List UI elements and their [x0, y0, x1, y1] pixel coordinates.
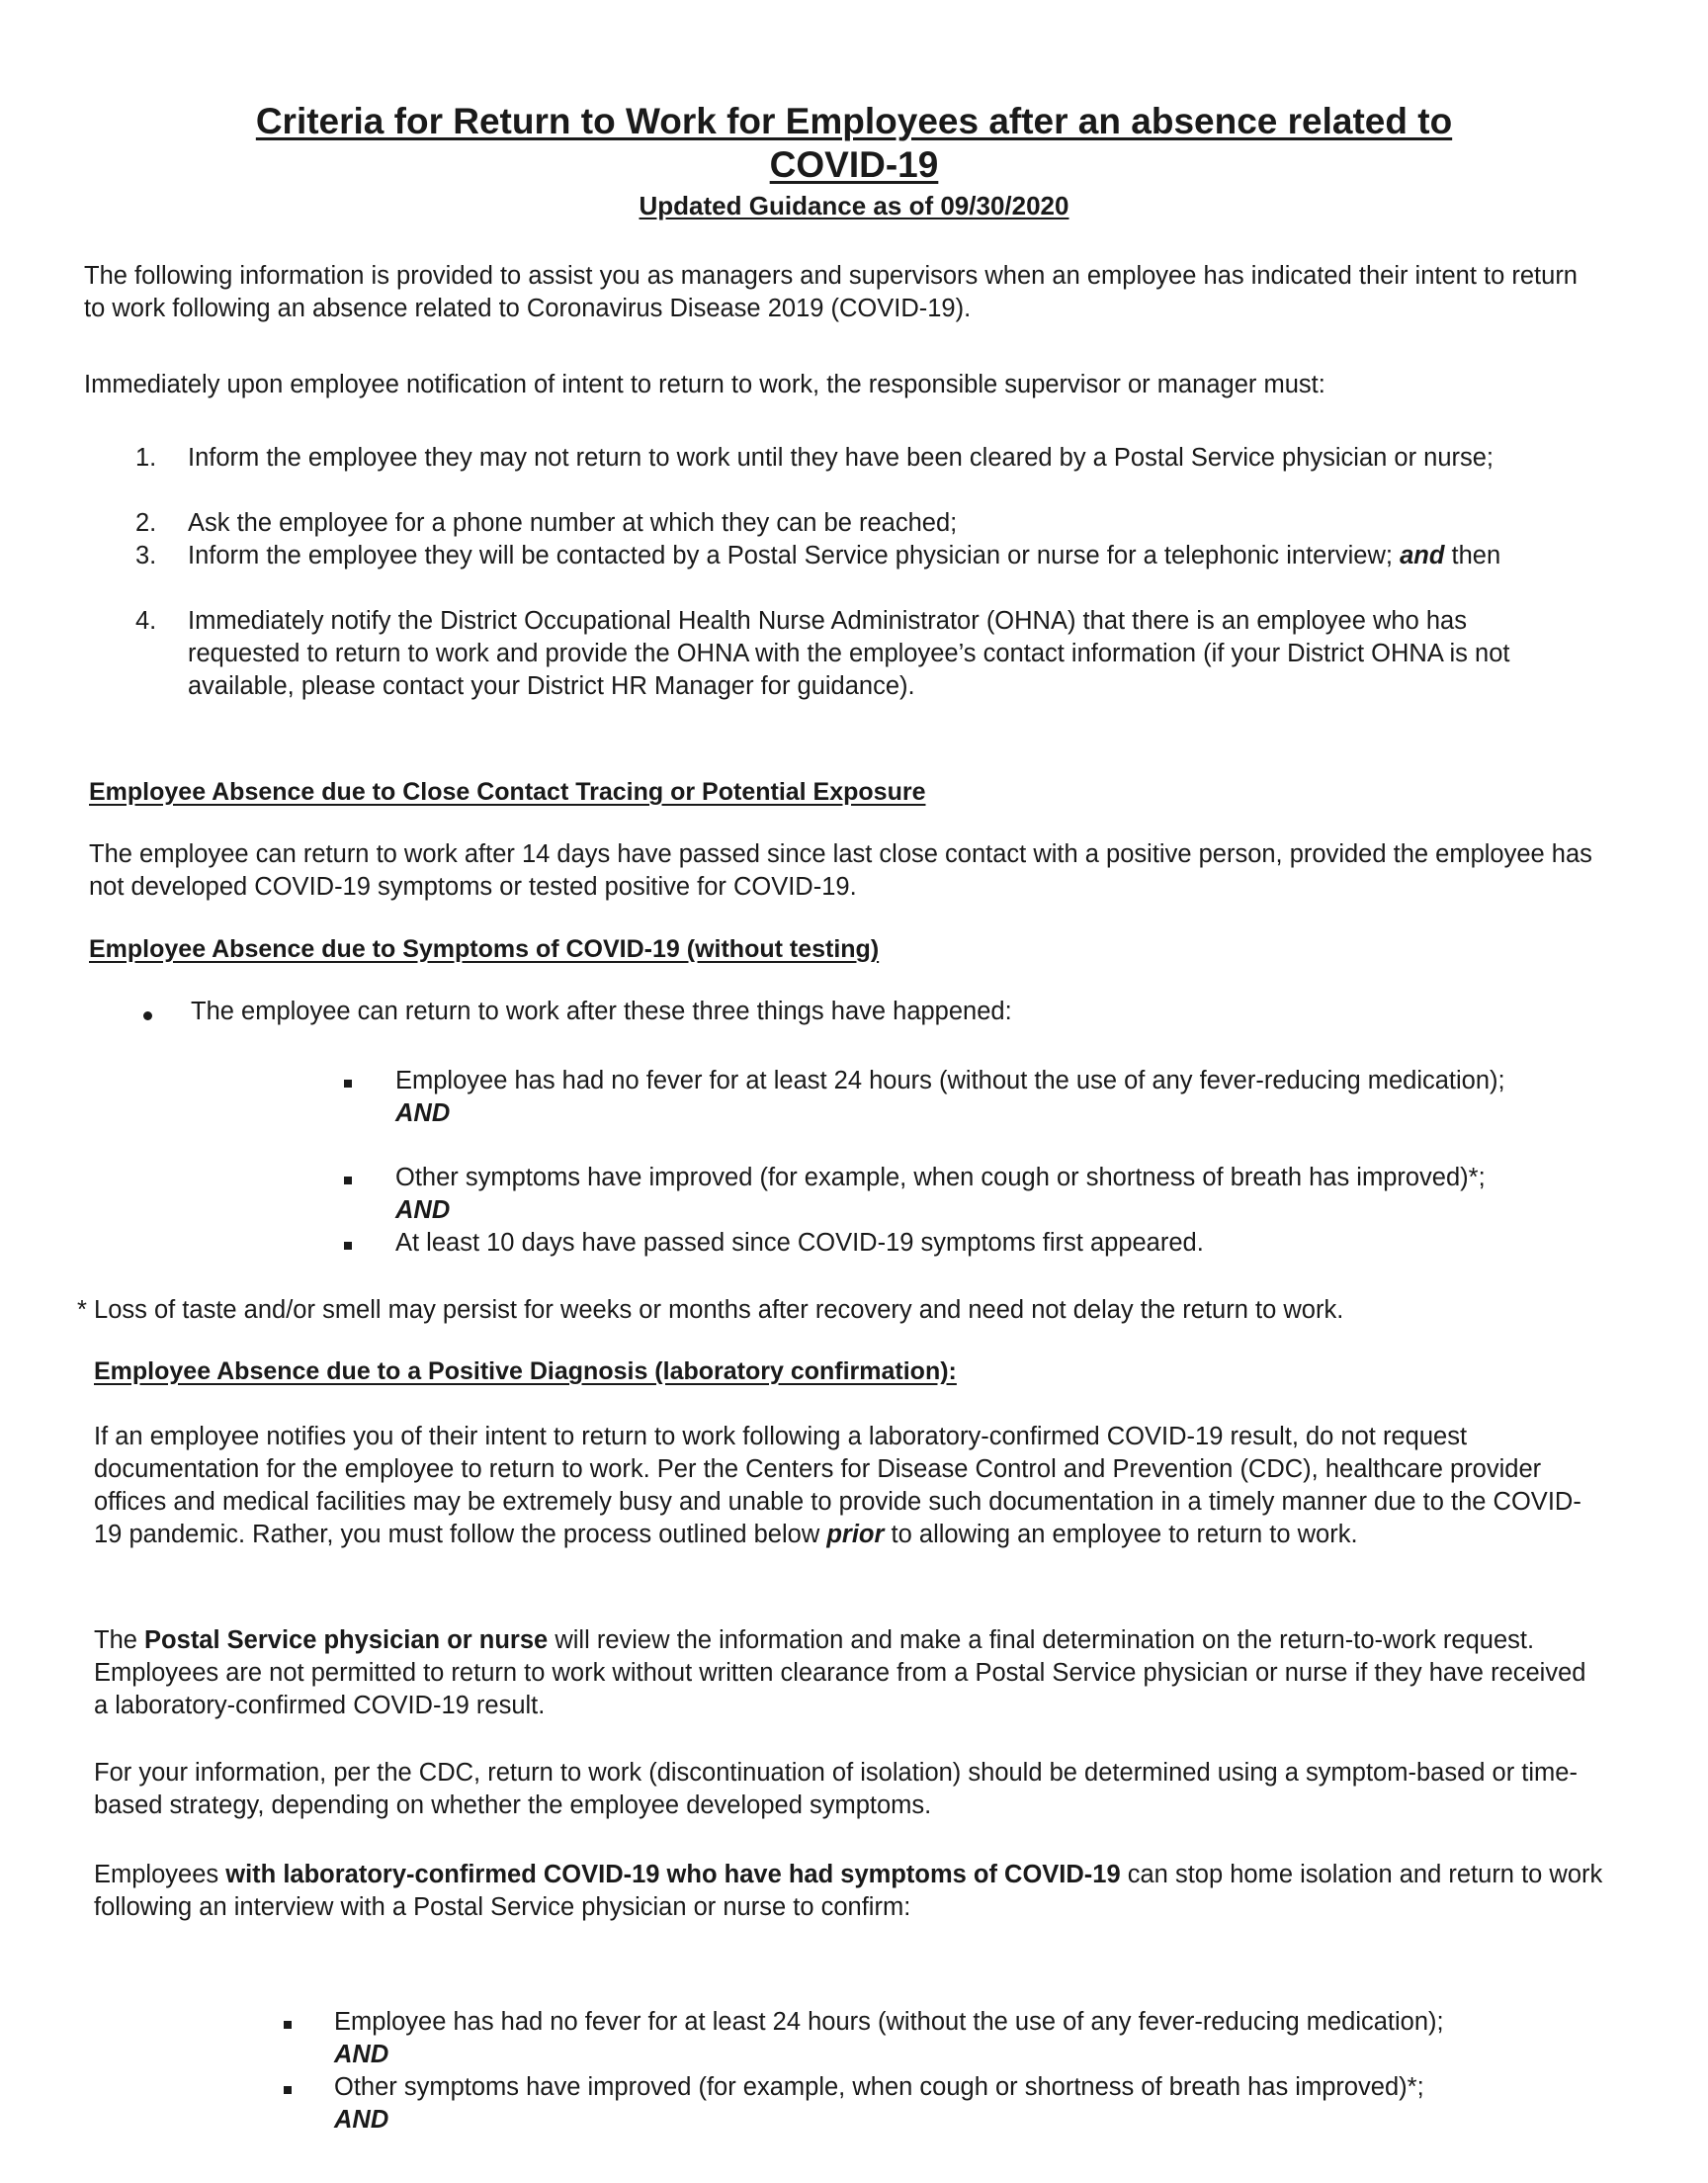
- square-bullet-icon: [284, 2021, 292, 2029]
- criteria-text: Other symptoms have improved (for example, when cough or shortness of breath has improved)*;: [395, 1164, 1486, 1191]
- step-number: 3.: [135, 542, 157, 569]
- document-subtitle: Updated Guidance as of 09/30/2020: [639, 191, 1069, 220]
- positive-diagnosis-paragraph: [94, 1421, 1591, 1551]
- section-heading-close-contact: Employee Absence due to Close Contact Tracing or Potential Exposure: [89, 778, 926, 806]
- paragraph-emphasis: prior: [826, 1521, 885, 1548]
- paragraph-bold: Postal Service physician or nurse: [144, 1626, 549, 1654]
- criteria-conjunction: AND: [334, 2106, 389, 2134]
- step-text: Inform the employee they may not return to work until they have been cleared by a Postal Service physician or nurse;: [188, 444, 1494, 472]
- criteria-conjunction: AND: [395, 1099, 451, 1127]
- square-bullet-icon: [284, 2086, 292, 2094]
- criteria-item: [334, 2006, 1649, 2071]
- paragraph-text: Employees: [94, 1861, 219, 1888]
- paragraph-text: will review the information and make a final determination on the return-to-work request. Employees are not permitted to return to work without written clearance from a Postal Service physician or nurse if they have received a laboratory-confirmed COVID-19 result.: [94, 1626, 1586, 1719]
- square-bullet-icon: [344, 1177, 352, 1184]
- criteria-text: Employee has had no fever for at least 24 hours (without the use of any fever-reducing medication);: [395, 1067, 1505, 1094]
- bullet-icon: [143, 1011, 152, 1020]
- review-paragraph: [94, 1624, 1606, 1722]
- section-heading-positive-diagnosis: Employee Absence due to a Positive Diagnosis (laboratory confirmation):: [94, 1357, 957, 1385]
- symptoms-paragraph: [94, 1859, 1616, 1924]
- cdc-paragraph: For your information, per the CDC, return to work (discontinuation of isolation) should be determined using a symptom-based or time-based strategy, depending on whether the employee developed symptoms.: [94, 1759, 1578, 1819]
- notification-intro: Immediately upon employee notification of intent to return to work, the responsible supervisor or manager must:: [84, 371, 1325, 398]
- section-heading-symptoms: Employee Absence due to Symptoms of COVID-19 (without testing): [89, 935, 880, 963]
- criteria-text: Employee has had no fever for at least 24 hours (without the use of any fever-reducing medication);: [334, 2008, 1444, 2036]
- step-text-part: then: [1451, 542, 1501, 569]
- document-title: Criteria for Return to Work for Employees after an absence related to: [255, 101, 1453, 141]
- step-number: 4.: [135, 607, 157, 635]
- step-text-part: Inform the employee they will be contacted by a Postal Service physician or nurse for a telephonic interview;: [188, 542, 1393, 569]
- criteria-item: [334, 2071, 1649, 2137]
- criteria-conjunction: AND: [334, 2041, 389, 2068]
- criteria-text: Other symptoms have improved (for example, when cough or shortness of breath has improved)*;: [334, 2073, 1424, 2101]
- criteria-item: [395, 1065, 1532, 1130]
- square-bullet-icon: [344, 1242, 352, 1250]
- criteria-item: [395, 1162, 1621, 1227]
- document-title-line2: COVID-19: [769, 144, 939, 185]
- criteria-item: [395, 1227, 1581, 1260]
- footnote: * Loss of taste and/or smell may persist for weeks or months after recovery and need not delay the return to work.: [77, 1296, 1344, 1324]
- close-contact-paragraph: The employee can return to work after 14 days have passed since last close contact with a positive person, provided the employee has not developed COVID-19 symptoms or tested positive for COVID-19.: [89, 840, 1592, 901]
- criteria-conjunction: AND: [395, 1196, 451, 1224]
- paragraph-text: If an employee notifies you of their intent to return to work following a laboratory-confirmed COVID-19 result, do not request documentation for the employee to return to work. Per the Centers for Disease Control and Prevention (CDC), healthcare provider offices and medical facilities may be extremely busy and unable to provide such documentation in a timely manner due to the COVID-19 pandemic. Rather, you must follow the process outlined below: [94, 1423, 1581, 1548]
- step-text: Ask the employee for a phone number at which they can be reached;: [188, 509, 958, 537]
- paragraph-text: can stop home isolation and return to work following an interview with a Postal Service physician or nurse to confirm:: [94, 1861, 1603, 1921]
- paragraph-text: to allowing an employee to return to work.: [891, 1521, 1358, 1548]
- step-number: 1.: [135, 444, 157, 472]
- step-emphasis: and: [1400, 542, 1445, 569]
- step-text: Immediately notify the District Occupational Health Nurse Administrator (OHNA) that there is an employee who has requested to return to work and provide the OHNA with the employee’s contact information (if your District OHNA is not available, please contact your District HR Manager for guidance).: [188, 607, 1510, 700]
- criteria-text: At least 10 days have passed since COVID-19 symptoms first appeared.: [395, 1229, 1204, 1257]
- square-bullet-icon: [344, 1080, 352, 1088]
- step-number: 2.: [135, 509, 157, 537]
- paragraph-bold: with laboratory-confirmed COVID-19 who have had symptoms of COVID-19: [225, 1861, 1121, 1888]
- step-text: [188, 540, 1542, 572]
- paragraph-text: The: [94, 1626, 137, 1654]
- intro-paragraph: The following information is provided to assist you as managers and supervisors when an employee has indicated their intent to return to work following an absence related to Coronavirus Disease 2019 (COVID-19).: [84, 262, 1578, 322]
- bullet-text: The employee can return to work after these three things have happened:: [191, 998, 1012, 1025]
